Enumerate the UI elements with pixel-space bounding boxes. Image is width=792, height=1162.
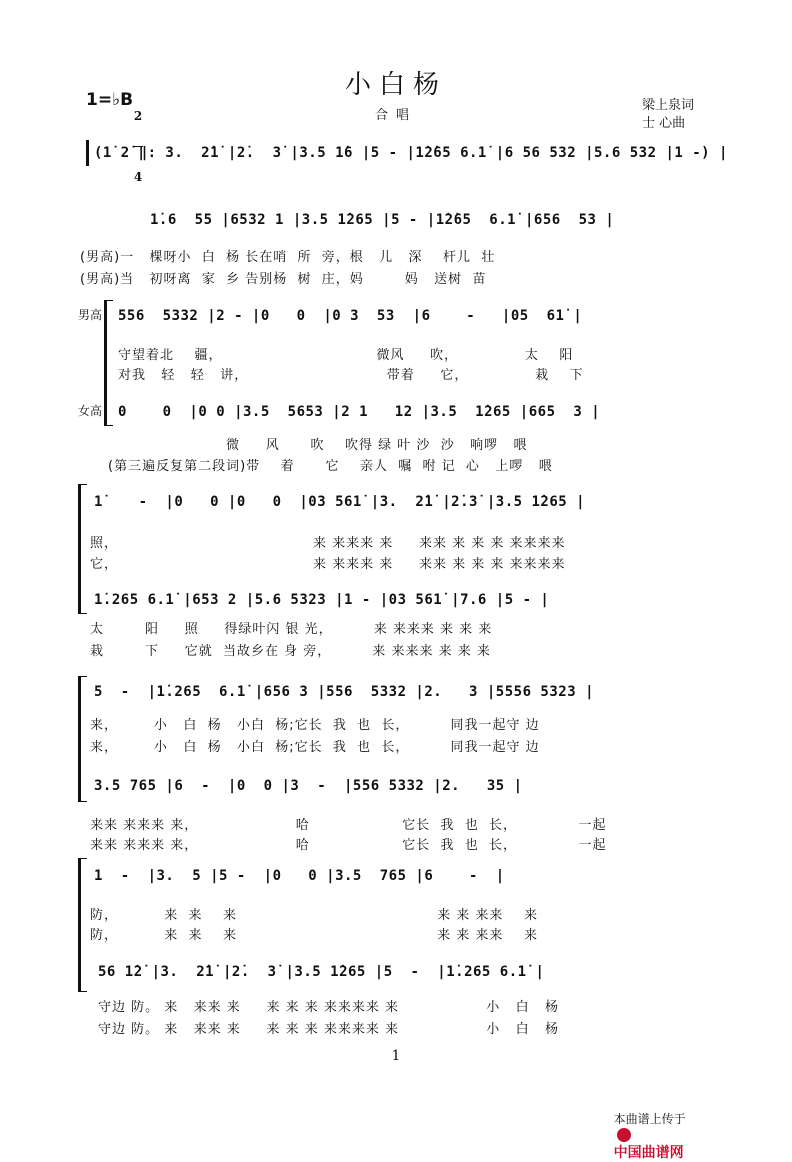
- part-label-male: 男高: [78, 308, 103, 322]
- notation-line: 1 - |3. 5 |5 - |0 0 |3.5 765 |6 - |: [94, 868, 505, 884]
- lyric-line: (男高)当 初呀离 家 乡 告别杨 树 庄，妈 妈 送树 苗: [80, 272, 487, 287]
- page-number: 1: [391, 1048, 401, 1064]
- footer-watermark: [606, 1096, 686, 1162]
- lyric-line: 守边 防。 来 来来 来 来 来 来 来来来来 来 小 白 杨: [98, 1022, 560, 1037]
- lyric-line: 防， 来 来 来 来 来 来来 来: [90, 908, 538, 923]
- notation-line: 556 5332 |2 - |0 0 |0 3 53 |6 - |05 61̇ |: [118, 308, 583, 324]
- lyric-line: (第三遍反复第二段词)带 着 它 亲人 嘱 咐 记 心 上啰 喂: [108, 459, 553, 474]
- lyric-line: 来， 小 白 杨 小白 杨;它长 我 也 长， 同我一起守 边: [90, 740, 540, 755]
- notation-line: 5 - |1̇.265 6.1̇ |656 3 |556 5332 |2. 3 |5556 5323 |: [94, 684, 595, 700]
- notation-line: 3.5 765 |6 - |0 0 |3 - |556 5332 |2. 35 |: [94, 778, 523, 794]
- lyric-line: 栽 下 它就 当故乡在 身 旁， 来 来来来 来 来 来: [90, 644, 491, 659]
- notation-line: 0 0 |0 0 |3.5 5653 |2 1 12 |3.5 1̇265 |665 3 |: [118, 404, 601, 420]
- lyric-line: (男高)一 棵呀小 白 杨 长在哨 所 旁，根 儿 深 杆儿 壮: [80, 250, 496, 265]
- lyric-line: 守望着北 疆， 微风 吹， 太 阳: [118, 348, 574, 363]
- score-subtitle: 合唱: [374, 108, 417, 123]
- system-start-barline: [86, 140, 89, 166]
- notation-line: 56 1̇2̇ |3. 2̇1̇ |2̇. 3̇ |3.5 1̇265 |5 - |1̇.265 6.1̇ |: [98, 964, 545, 980]
- lyric-line: 守边 防。 来 来来 来 来 来 来 来来来来 来 小 白 杨: [98, 1000, 560, 1015]
- choir-bracket: [78, 484, 87, 614]
- lyric-line: 它， 来 来来来 来 来来 来 来 来 来来来来: [90, 557, 566, 572]
- footer-uploaded-text: 本曲谱上传于: [613, 1112, 686, 1126]
- footer-site-name: 中国曲谱网: [613, 1144, 684, 1161]
- notation-line: 1̇.265 6.1̇ |653 2 |5.6 5323 |1 - |03 561̇ |7.6 |5 - |: [94, 592, 550, 608]
- composer-credit: 士 心曲: [642, 116, 686, 131]
- lyric-line: 照， 来 来来来 来 来来 来 来 来 来来来来: [90, 536, 566, 551]
- lyric-line: 微 风 吹 吹得 绿 叶 沙 沙 响啰 喂: [108, 438, 528, 453]
- choir-bracket: [104, 300, 113, 426]
- choir-bracket: [78, 858, 87, 992]
- lyric-line: 来来 来来来 来， 哈 它长 我 也 长， 一起: [90, 838, 607, 853]
- time-signature-top: 2: [133, 109, 143, 123]
- part-label-female: 女高: [78, 404, 103, 418]
- lyric-line: 防， 来 来 来 来 来 来来 来: [90, 928, 538, 943]
- lyric-line: 来来 来来来 来， 哈 它长 我 也 长， 一起: [90, 818, 607, 833]
- notation-line: 1̇.6 55 |6532 1 |3.5 1̇265 |5 - |1̇2̇65 6.1̇ |656 53 |: [150, 212, 615, 228]
- time-signature-bottom: 4: [133, 170, 143, 184]
- lyric-line: 来， 小 白 杨 小白 杨;它长 我 也 长， 同我一起守 边: [90, 718, 540, 733]
- score-title: 小白杨: [344, 70, 447, 100]
- notation-line: (1̇ 2̇ ‖: 3. 2̇1̇ |2̇. 3̇ |3.5 1̇6 |5 - |1̇2̇65 6.1̇ |6 56 532 |5.6 532 |1 -) |: [94, 145, 728, 161]
- time-signature: [133, 86, 143, 195]
- choir-bracket: [78, 676, 87, 802]
- key-signature: 1=♭B: [86, 90, 134, 110]
- lyric-line: 对我 轻 轻 讲， 带着 它， 栽 下: [118, 368, 584, 383]
- lyricist-credit: 梁上泉词: [642, 98, 695, 113]
- lyric-line: 太 阳 照 得绿叶闪 银 光， 来 来来来 来 来 来: [90, 622, 493, 637]
- site-logo-icon: [617, 1128, 631, 1142]
- notation-line: 1̇ - |0 0 |0 0 |03 561̇ |3. 2̇1̇ |2̇.3̇ |3.5 1̇265 |: [94, 494, 586, 510]
